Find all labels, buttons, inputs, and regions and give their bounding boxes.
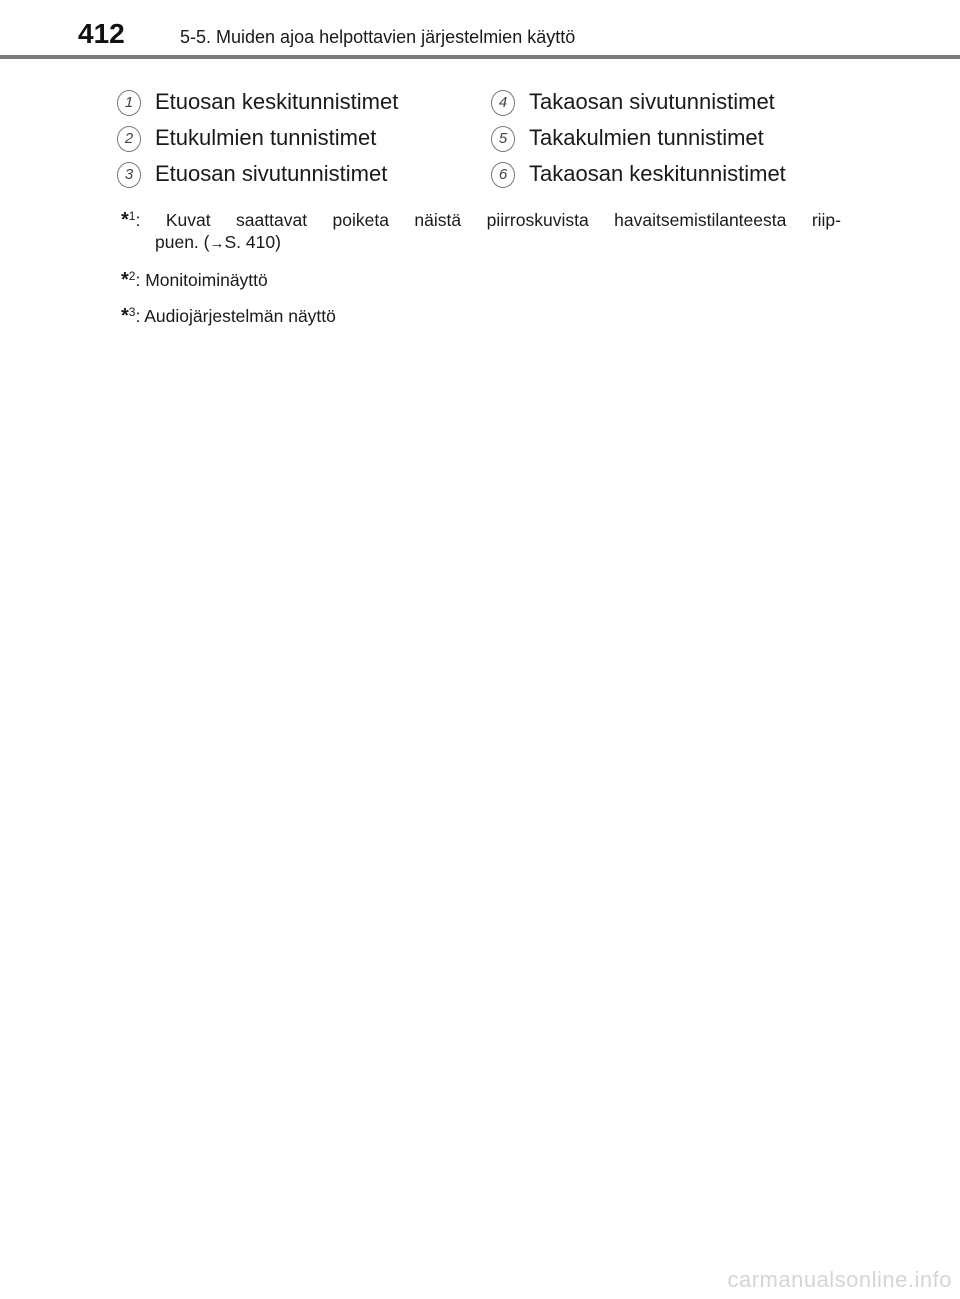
number-badge: 3 — [117, 162, 141, 188]
number-badge: 4 — [491, 90, 515, 116]
footnote-mark: 1 — [128, 209, 136, 223]
footnote-text: puen. ( — [155, 232, 210, 252]
legend-label: Takakulmien tunnistimet — [529, 125, 764, 150]
number-badge: 1 — [117, 90, 141, 116]
footnote-mark: 2 — [128, 269, 136, 283]
section-title: 5-5. Muiden ajoa helpottavien järjestelmien käyttö — [180, 27, 576, 47]
legend-label: Etukulmien tunnistimet — [155, 125, 377, 150]
footnote-2 — [121, 263, 268, 293]
footnote-3 — [121, 299, 336, 329]
footnote-text: : Audiojärjestelmän näyttö — [135, 306, 336, 326]
number-badge: 5 — [491, 126, 515, 152]
legend-label: Etuosan keskitunnistimet — [155, 89, 399, 114]
page-header — [0, 0, 960, 60]
legend-label: Etuosan sivutunnistimet — [155, 161, 388, 186]
header-divider — [0, 55, 960, 59]
arrow-right-icon: → — [209, 235, 225, 252]
footnote-1-continuation — [155, 229, 281, 257]
footnote-text: : Monitoiminäyttö — [135, 270, 268, 290]
legend-label: Takaosan sivutunnistimet — [529, 89, 775, 114]
footer-watermark: carmanualsonline.info — [727, 1267, 952, 1292]
footnote-star: * — [121, 305, 129, 327]
number-badge: 2 — [117, 126, 141, 152]
footnote-star: * — [121, 209, 129, 231]
footnote-mark: 3 — [128, 305, 136, 319]
page-number: 412 — [78, 18, 125, 49]
page-reference-link[interactable]: S. 410) — [224, 232, 281, 252]
legend-label: Takaosan keskitunnistimet — [529, 161, 786, 186]
footnote-text: : Kuvat saattavat poiketa näistä piirroskuvista havaitsemistilanteesta riip- — [135, 210, 841, 230]
footnote-star: * — [121, 269, 129, 291]
number-badge: 6 — [491, 162, 515, 188]
